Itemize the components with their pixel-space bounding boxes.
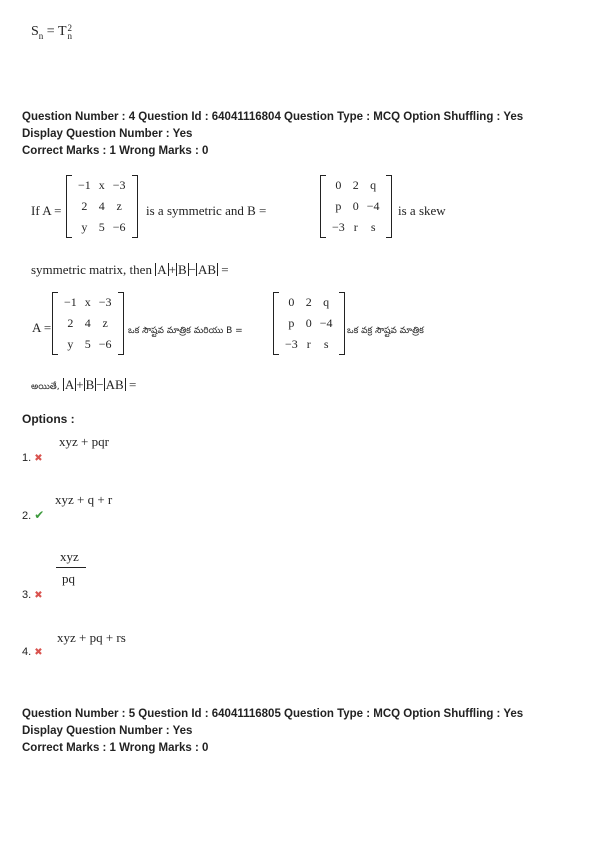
option-1-number: 1. xyxy=(22,452,32,464)
matrix-cell: z xyxy=(102,316,108,330)
matrix-cell: r xyxy=(353,220,358,234)
matrix-cell: 5 xyxy=(98,220,105,234)
matrix-cell: −1 xyxy=(78,178,91,192)
q4-te-matrix-a xyxy=(52,292,124,355)
option-2-marker xyxy=(22,508,44,522)
matrix-cell: −6 xyxy=(98,337,112,351)
cross-icon: ✖ xyxy=(34,590,43,601)
matrix-a-table xyxy=(74,175,130,238)
q4-en-mid: is a symmetric and B = xyxy=(146,203,267,218)
options-label: Options : xyxy=(22,412,75,426)
matrix-cell: −3 xyxy=(112,178,126,192)
q4-en-line2-prefix: symmetric matrix, then xyxy=(31,262,152,277)
matrix-cell: −1 xyxy=(64,295,77,309)
matrix-cell: p xyxy=(288,316,295,330)
q5-meta xyxy=(22,706,523,757)
q5-meta-line1: Question Number : 5 Question Id : 64041116805 Question Type : MCQ Option Shuffling : Yes xyxy=(22,708,524,720)
matrix-cell: −3 xyxy=(98,295,112,309)
option-2-number: 2. xyxy=(22,510,32,522)
formula-rhs-sub: n xyxy=(67,31,73,41)
top-formula xyxy=(31,24,72,41)
op-plus: + xyxy=(76,377,84,392)
option-2-text[interactable]: xyz + q + r xyxy=(55,492,113,507)
matrix-cell: 2 xyxy=(67,316,74,330)
option-4-marker xyxy=(22,646,43,658)
option-3-denominator[interactable]: pq xyxy=(62,571,75,586)
check-icon: ✔ xyxy=(34,508,45,522)
formula-rhs-sup: 2 xyxy=(67,23,73,33)
matrix-cell: q xyxy=(323,295,330,309)
matrix-cell: x xyxy=(98,178,105,192)
matrix-cell: 2 xyxy=(81,199,88,213)
formula-eq: = xyxy=(46,24,55,40)
det-ab: AB xyxy=(197,262,217,277)
q4-te-mid-text: ఒక సౌష్టవ మాత్రిక మరియు B = xyxy=(128,326,243,336)
q4-meta-line1: Question Number : 4 Question Id : 64041116804 Question Type : MCQ Option Shuffling : Yes xyxy=(22,111,524,123)
q4-en-line2 xyxy=(31,262,229,278)
q5-meta-line2: Display Question Number : Yes xyxy=(22,725,193,737)
matrix-cell: s xyxy=(370,220,376,234)
option-4-number: 4. xyxy=(22,646,32,658)
option-3-fraction-bar xyxy=(56,567,86,568)
q4-te-line2 xyxy=(31,377,136,394)
op-minus: − xyxy=(188,262,196,277)
q4-en-matrix-b xyxy=(320,175,392,238)
option-4-text[interactable]: xyz + pq + rs xyxy=(57,630,126,645)
op-eq: = xyxy=(128,377,137,392)
matrix-cell: p xyxy=(335,199,342,213)
matrix-cell: 4 xyxy=(84,316,91,330)
matrix-cell: 2 xyxy=(352,178,359,192)
option-1-marker xyxy=(22,452,43,464)
cross-icon: ✖ xyxy=(34,453,43,464)
matrix-cell: r xyxy=(306,337,311,351)
q4-te-end xyxy=(347,320,424,338)
matrix-cell: 0 xyxy=(305,316,312,330)
q4-meta-line3: Correct Marks : 1 Wrong Marks : 0 xyxy=(22,145,209,157)
cross-icon: ✖ xyxy=(34,647,43,658)
q4-te-matrix-b xyxy=(273,292,345,355)
option-1-text[interactable]: xyz + pqr xyxy=(59,434,109,449)
matrix-cell: 0 xyxy=(335,178,342,192)
q4-en-if-a: If A = xyxy=(31,203,62,218)
q4-en-matrix-a xyxy=(66,175,138,238)
matrix-cell: 5 xyxy=(84,337,91,351)
matrix-cell: y xyxy=(81,220,88,234)
matrix-cell: x xyxy=(84,295,91,309)
det-a: A xyxy=(157,262,167,277)
matrix-b-table-te xyxy=(281,292,337,355)
op-plus: + xyxy=(168,262,176,277)
matrix-cell: 0 xyxy=(352,199,359,213)
matrix-cell: −3 xyxy=(285,337,298,351)
matrix-cell: −4 xyxy=(319,316,333,330)
matrix-cell: s xyxy=(323,337,329,351)
matrix-cell: −4 xyxy=(366,199,380,213)
q4-te-line2-prefix: అయితే, xyxy=(31,382,60,392)
formula-lhs: S xyxy=(31,24,39,40)
formula-lhs-sub: n xyxy=(38,31,44,42)
option-3-marker xyxy=(22,589,43,601)
q4-te-a-eq: A = xyxy=(32,320,52,335)
option-3-number: 3. xyxy=(22,589,32,601)
matrix-cell: −6 xyxy=(112,220,126,234)
matrix-cell: y xyxy=(67,337,74,351)
op-eq: = xyxy=(221,262,229,277)
det-ab: AB xyxy=(105,377,124,392)
det-a: A xyxy=(64,377,75,392)
matrix-b-table xyxy=(328,175,384,238)
det-b: B xyxy=(85,377,95,392)
q4-meta xyxy=(22,109,523,160)
matrix-a-table-te xyxy=(60,292,116,355)
option-3-numerator[interactable]: xyz xyxy=(60,549,79,564)
matrix-cell: 4 xyxy=(98,199,105,213)
det-b: B xyxy=(177,262,187,277)
q4-te-end-text: ఒక వక్ర సౌష్టవ మాత్రిక xyxy=(347,326,424,336)
matrix-cell: 2 xyxy=(305,295,312,309)
q4-te-mid xyxy=(128,320,243,338)
formula-rhs: T xyxy=(57,24,67,40)
matrix-cell: z xyxy=(116,199,122,213)
op-minus: − xyxy=(96,377,104,392)
q4-en-end: is a skew xyxy=(398,203,446,218)
matrix-cell: q xyxy=(370,178,377,192)
matrix-cell: 0 xyxy=(288,295,295,309)
matrix-cell: −3 xyxy=(332,220,345,234)
q4-meta-line2: Display Question Number : Yes xyxy=(22,128,193,140)
q5-meta-line3: Correct Marks : 1 Wrong Marks : 0 xyxy=(22,742,209,754)
